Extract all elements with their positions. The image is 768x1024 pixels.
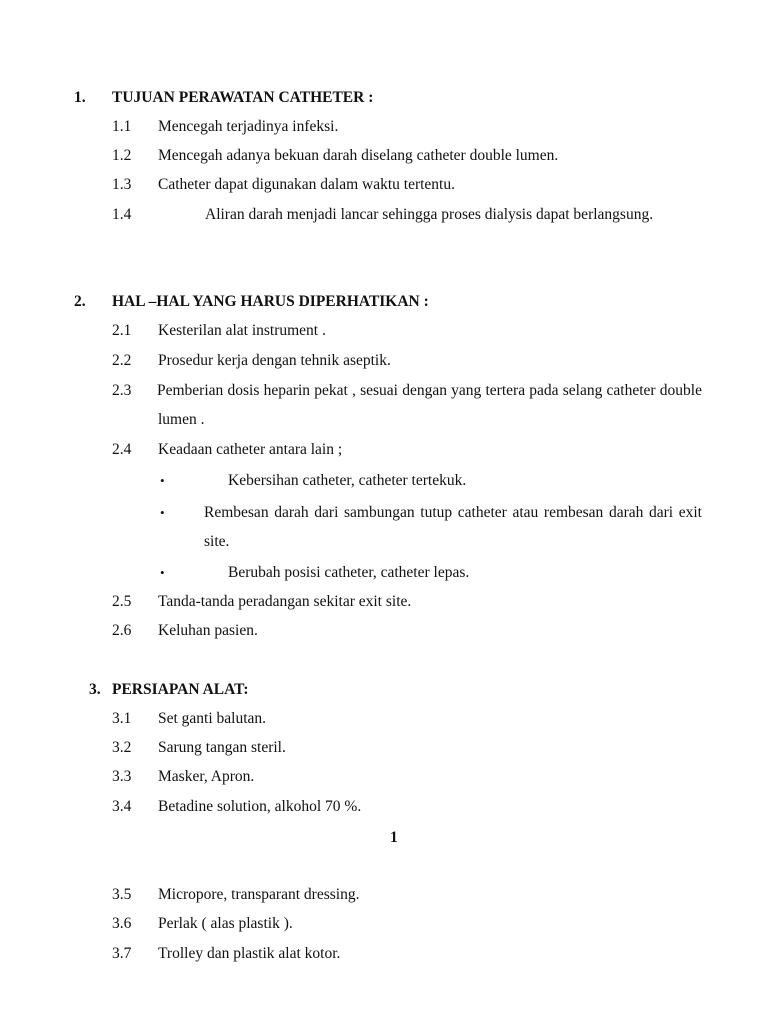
item-3-7-text: Trolley dan plastik alat kotor. bbox=[158, 945, 341, 962]
bullet-icon: • bbox=[160, 565, 165, 580]
item-2-3-text: Pemberian dosis heparin pekat , sesuai dengan yang tertera pada selang catheter double lumen . bbox=[157, 382, 702, 428]
bullet-icon: • bbox=[160, 473, 165, 488]
item-2-5-number: 2.5 bbox=[112, 593, 132, 610]
item-3-5-text: Micropore, transparant dressing. bbox=[158, 886, 360, 903]
item-2-1-number: 2.1 bbox=[112, 322, 132, 339]
item-3-3-text: Masker, Apron. bbox=[158, 768, 255, 785]
item-2-3-number: 2.3 bbox=[112, 382, 132, 399]
item-1-4-text: Aliran darah menjadi lancar sehingga proses dialysis dapat berlangsung. bbox=[205, 206, 654, 223]
item-1-2-text: Mencegah adanya bekuan darah diselang catheter double lumen. bbox=[158, 147, 559, 164]
section-3-title: PERSIAPAN ALAT: bbox=[112, 681, 249, 698]
item-3-2-number: 3.2 bbox=[112, 739, 132, 756]
item-3-3-number: 3.3 bbox=[112, 768, 132, 785]
item-2-2-text: Prosedur kerja dengan tehnik aseptik. bbox=[158, 352, 391, 369]
item-3-1-text: Set ganti balutan. bbox=[158, 710, 267, 727]
item-3-5-number: 3.5 bbox=[112, 886, 132, 903]
bullet-icon: • bbox=[160, 505, 165, 520]
section-3-number: 3. bbox=[89, 681, 101, 698]
item-2-6-number: 2.6 bbox=[112, 622, 132, 639]
item-3-2-text: Sarung tangan steril. bbox=[158, 739, 286, 756]
section-1-title: TUJUAN PERAWATAN CATHETER : bbox=[112, 89, 374, 106]
item-1-1-number: 1.1 bbox=[112, 118, 132, 135]
item-1-1-text: Mencegah terjadinya infeksi. bbox=[158, 118, 339, 135]
item-2-6-text: Keluhan pasien. bbox=[158, 622, 258, 639]
item-1-3-text: Catheter dapat digunakan dalam waktu tertentu. bbox=[158, 176, 455, 193]
item-2-2-number: 2.2 bbox=[112, 352, 132, 369]
item-3-7-number: 3.7 bbox=[112, 945, 132, 962]
bullet-item-2: Rembesan darah dari sambungan tutup catheter atau rembesan darah dari exit site. bbox=[204, 504, 702, 550]
section-2-title: HAL –HAL YANG HARUS DIPERHATIKAN : bbox=[112, 293, 429, 310]
page-number: 1 bbox=[390, 829, 398, 846]
item-2-5-text: Tanda-tanda peradangan sekitar exit site. bbox=[158, 593, 412, 610]
bullet-item-3: Berubah posisi catheter, catheter lepas. bbox=[228, 564, 470, 581]
item-1-3-number: 1.3 bbox=[112, 176, 132, 193]
item-3-4-number: 3.4 bbox=[112, 798, 132, 815]
item-3-1-number: 3.1 bbox=[112, 710, 132, 727]
item-2-1-text: Kesterilan alat instrument . bbox=[158, 322, 326, 339]
section-1-number: 1. bbox=[74, 89, 86, 106]
item-1-4-number: 1.4 bbox=[112, 206, 132, 223]
item-3-6-number: 3.6 bbox=[112, 915, 132, 932]
item-2-4-number: 2.4 bbox=[112, 441, 132, 458]
item-3-4-text: Betadine solution, alkohol 70 %. bbox=[158, 798, 362, 815]
bullet-item-1: Kebersihan catheter, catheter tertekuk. bbox=[228, 472, 467, 489]
item-2-4-text: Keadaan catheter antara lain ; bbox=[158, 441, 343, 458]
section-2-number: 2. bbox=[74, 293, 86, 310]
item-1-2-number: 1.2 bbox=[112, 147, 132, 164]
item-3-6-text: Perlak ( alas plastik ). bbox=[158, 915, 293, 932]
